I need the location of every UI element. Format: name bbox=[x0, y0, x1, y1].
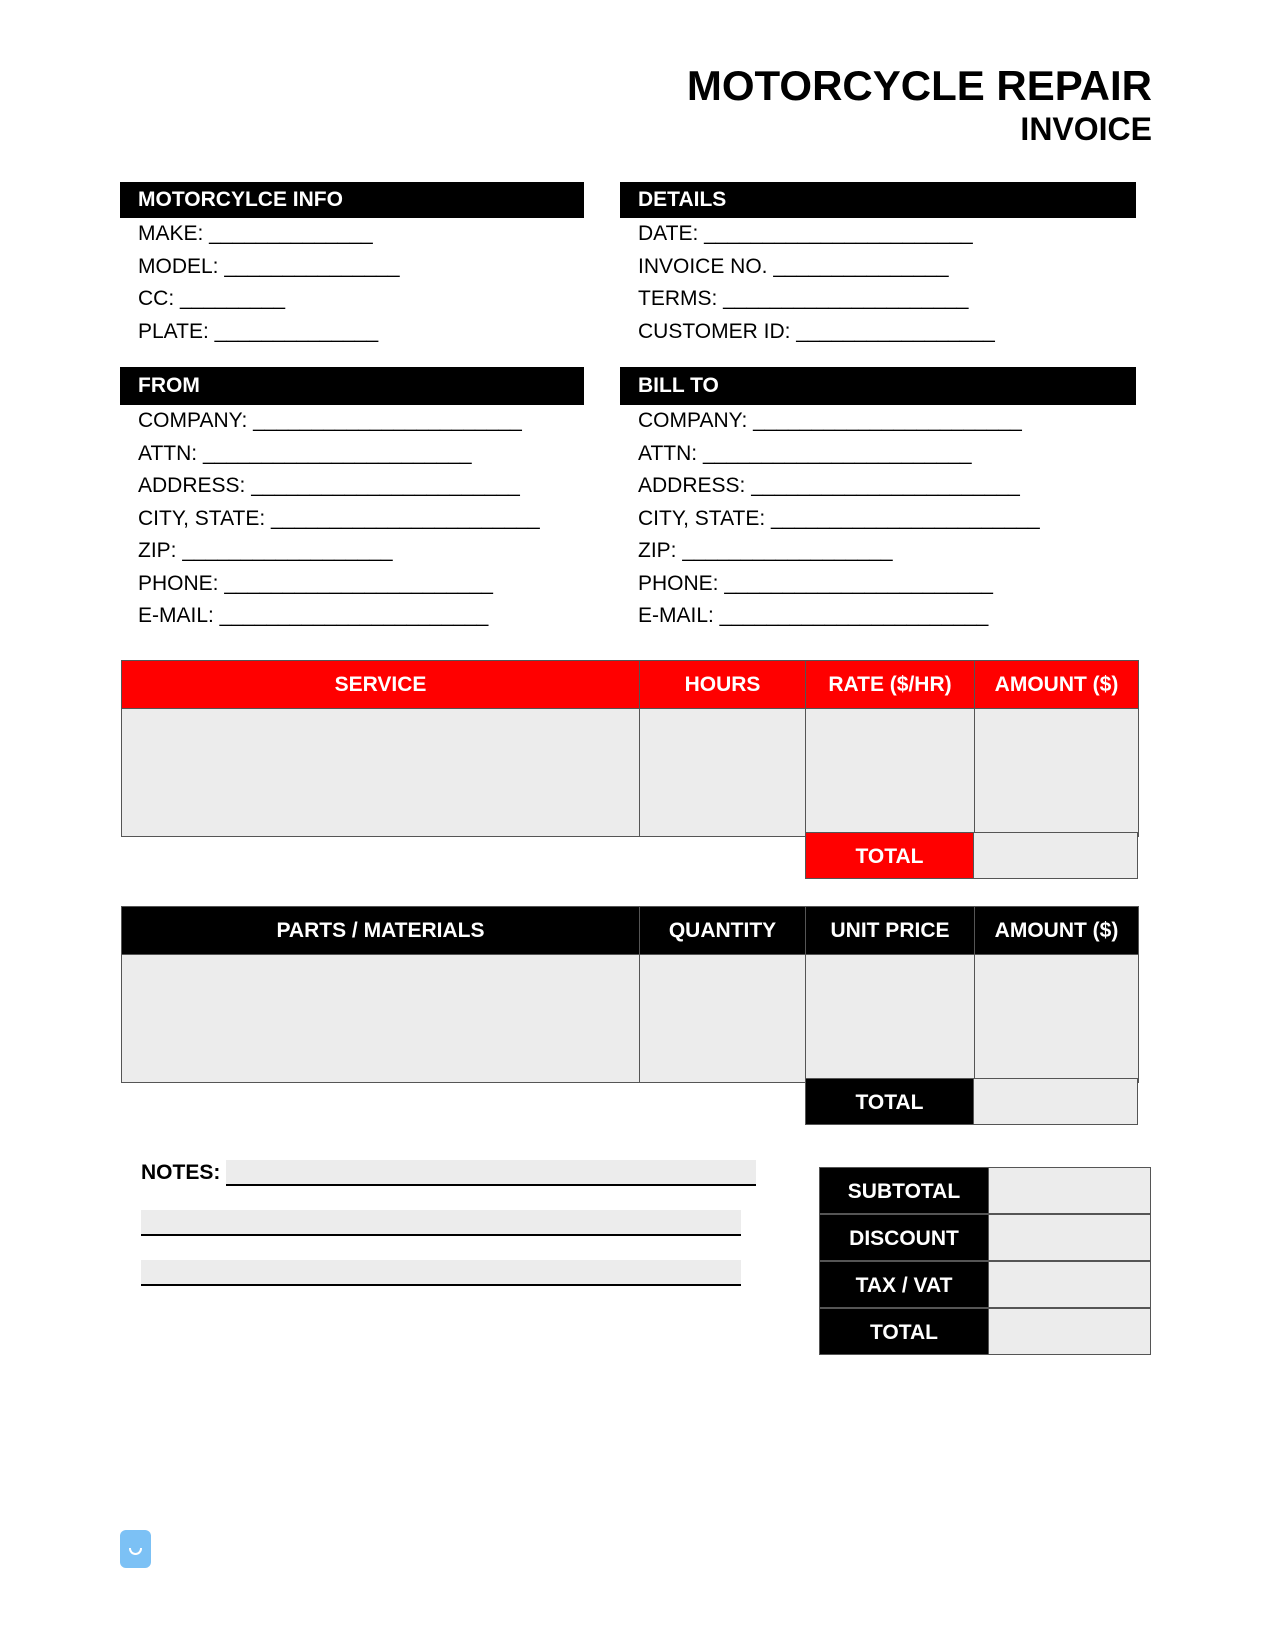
unit-price-header: UNIT PRICE bbox=[806, 907, 975, 955]
bill-phone-field[interactable]: PHONE: _______________________ bbox=[638, 571, 993, 595]
hours-cell[interactable] bbox=[640, 709, 806, 837]
parts-cell[interactable] bbox=[122, 955, 640, 1083]
parts-table bbox=[121, 906, 1139, 1083]
table-row bbox=[122, 709, 1139, 837]
plate-field[interactable]: PLATE: ______________ bbox=[138, 319, 379, 343]
from-company-field[interactable]: COMPANY: _______________________ bbox=[138, 409, 522, 432]
section-heading: FROM bbox=[120, 367, 584, 405]
services-total-value[interactable] bbox=[974, 832, 1138, 879]
discount-value[interactable] bbox=[989, 1214, 1151, 1261]
notes-label: NOTES: bbox=[141, 1161, 221, 1184]
notes-section bbox=[141, 1160, 756, 1286]
discount-row bbox=[819, 1214, 1151, 1261]
unit-price-cell[interactable] bbox=[806, 955, 975, 1083]
motorcycle-info-section bbox=[120, 182, 584, 348]
bill-company-field[interactable]: COMPANY: _______________________ bbox=[638, 409, 1022, 432]
grand-total-value[interactable] bbox=[989, 1308, 1151, 1355]
parts-header: PARTS / MATERIALS bbox=[122, 907, 640, 955]
model-field[interactable]: MODEL: _______________ bbox=[138, 254, 400, 278]
invoice-no-field[interactable]: INVOICE NO. _______________ bbox=[638, 254, 949, 278]
services-total-label: TOTAL bbox=[805, 832, 974, 879]
rate-header: RATE ($/HR) bbox=[806, 661, 975, 709]
table-row bbox=[122, 955, 1139, 1083]
title-line-2: INVOICE bbox=[1020, 111, 1152, 147]
from-city-state-field[interactable]: CITY, STATE: _______________________ bbox=[138, 506, 540, 530]
from-zip-field[interactable]: ZIP: __________________ bbox=[138, 539, 393, 562]
amount-header: AMOUNT ($) bbox=[975, 907, 1139, 955]
section-heading: MOTORCYLCE INFO bbox=[120, 182, 584, 218]
amount-cell[interactable] bbox=[975, 709, 1139, 837]
subtotal-row bbox=[819, 1167, 1151, 1214]
from-email-field[interactable]: E-MAIL: _______________________ bbox=[138, 604, 489, 627]
bill-address-field[interactable]: ADDRESS: _______________________ bbox=[638, 474, 1020, 497]
make-field[interactable]: MAKE: ______________ bbox=[138, 222, 373, 245]
subtotal-label: SUBTOTAL bbox=[819, 1167, 989, 1214]
from-section bbox=[120, 367, 584, 633]
discount-label: DISCOUNT bbox=[819, 1214, 989, 1261]
rate-cell[interactable] bbox=[806, 709, 975, 837]
title-line-1: MOTORCYCLE REPAIR bbox=[686, 62, 1152, 109]
tax-value[interactable] bbox=[989, 1261, 1151, 1308]
notes-line-2[interactable] bbox=[141, 1210, 741, 1236]
date-field[interactable]: DATE: _______________________ bbox=[638, 222, 973, 245]
summary-table bbox=[819, 1167, 1151, 1355]
cc-field[interactable]: CC: _________ bbox=[138, 287, 286, 310]
bill-email-field[interactable]: E-MAIL: _______________________ bbox=[638, 604, 989, 627]
notes-line-1[interactable] bbox=[226, 1160, 756, 1186]
table-header-row bbox=[122, 661, 1139, 709]
subtotal-value[interactable] bbox=[989, 1167, 1151, 1214]
section-heading: BILL TO bbox=[620, 367, 1136, 405]
details-section bbox=[620, 182, 1136, 348]
from-phone-field[interactable]: PHONE: _______________________ bbox=[138, 571, 493, 595]
quantity-cell[interactable] bbox=[640, 955, 806, 1083]
from-address-field[interactable]: ADDRESS: _______________________ bbox=[138, 474, 520, 497]
services-table bbox=[121, 660, 1139, 837]
document-title bbox=[687, 62, 1152, 148]
amount-header: AMOUNT ($) bbox=[975, 661, 1139, 709]
services-total-row bbox=[805, 832, 1138, 879]
customer-id-field[interactable]: CUSTOMER ID: _________________ bbox=[638, 319, 995, 343]
from-attn-field[interactable]: ATTN: _______________________ bbox=[138, 441, 472, 465]
notes-line-3[interactable] bbox=[141, 1260, 741, 1286]
service-header: SERVICE bbox=[122, 661, 640, 709]
bill-to-section bbox=[620, 367, 1136, 633]
tax-row bbox=[819, 1261, 1151, 1308]
tax-label: TAX / VAT bbox=[819, 1261, 989, 1308]
service-cell[interactable] bbox=[122, 709, 640, 837]
terms-field[interactable]: TERMS: _____________________ bbox=[638, 287, 969, 310]
parts-total-row bbox=[805, 1078, 1138, 1125]
hours-header: HOURS bbox=[640, 661, 806, 709]
grand-total-label: TOTAL bbox=[819, 1308, 989, 1355]
grand-total-row bbox=[819, 1308, 1151, 1355]
parts-total-label: TOTAL bbox=[805, 1078, 974, 1125]
table-header-row bbox=[122, 907, 1139, 955]
bill-zip-field[interactable]: ZIP: __________________ bbox=[638, 539, 893, 562]
quantity-header: QUANTITY bbox=[640, 907, 806, 955]
amount-cell[interactable] bbox=[975, 955, 1139, 1083]
section-heading: DETAILS bbox=[620, 182, 1136, 218]
smile-mark bbox=[129, 1548, 142, 1555]
bill-attn-field[interactable]: ATTN: _______________________ bbox=[638, 441, 972, 465]
smile-logo-icon bbox=[120, 1530, 151, 1568]
parts-total-value[interactable] bbox=[974, 1078, 1138, 1125]
bill-city-state-field[interactable]: CITY, STATE: _______________________ bbox=[638, 506, 1040, 530]
